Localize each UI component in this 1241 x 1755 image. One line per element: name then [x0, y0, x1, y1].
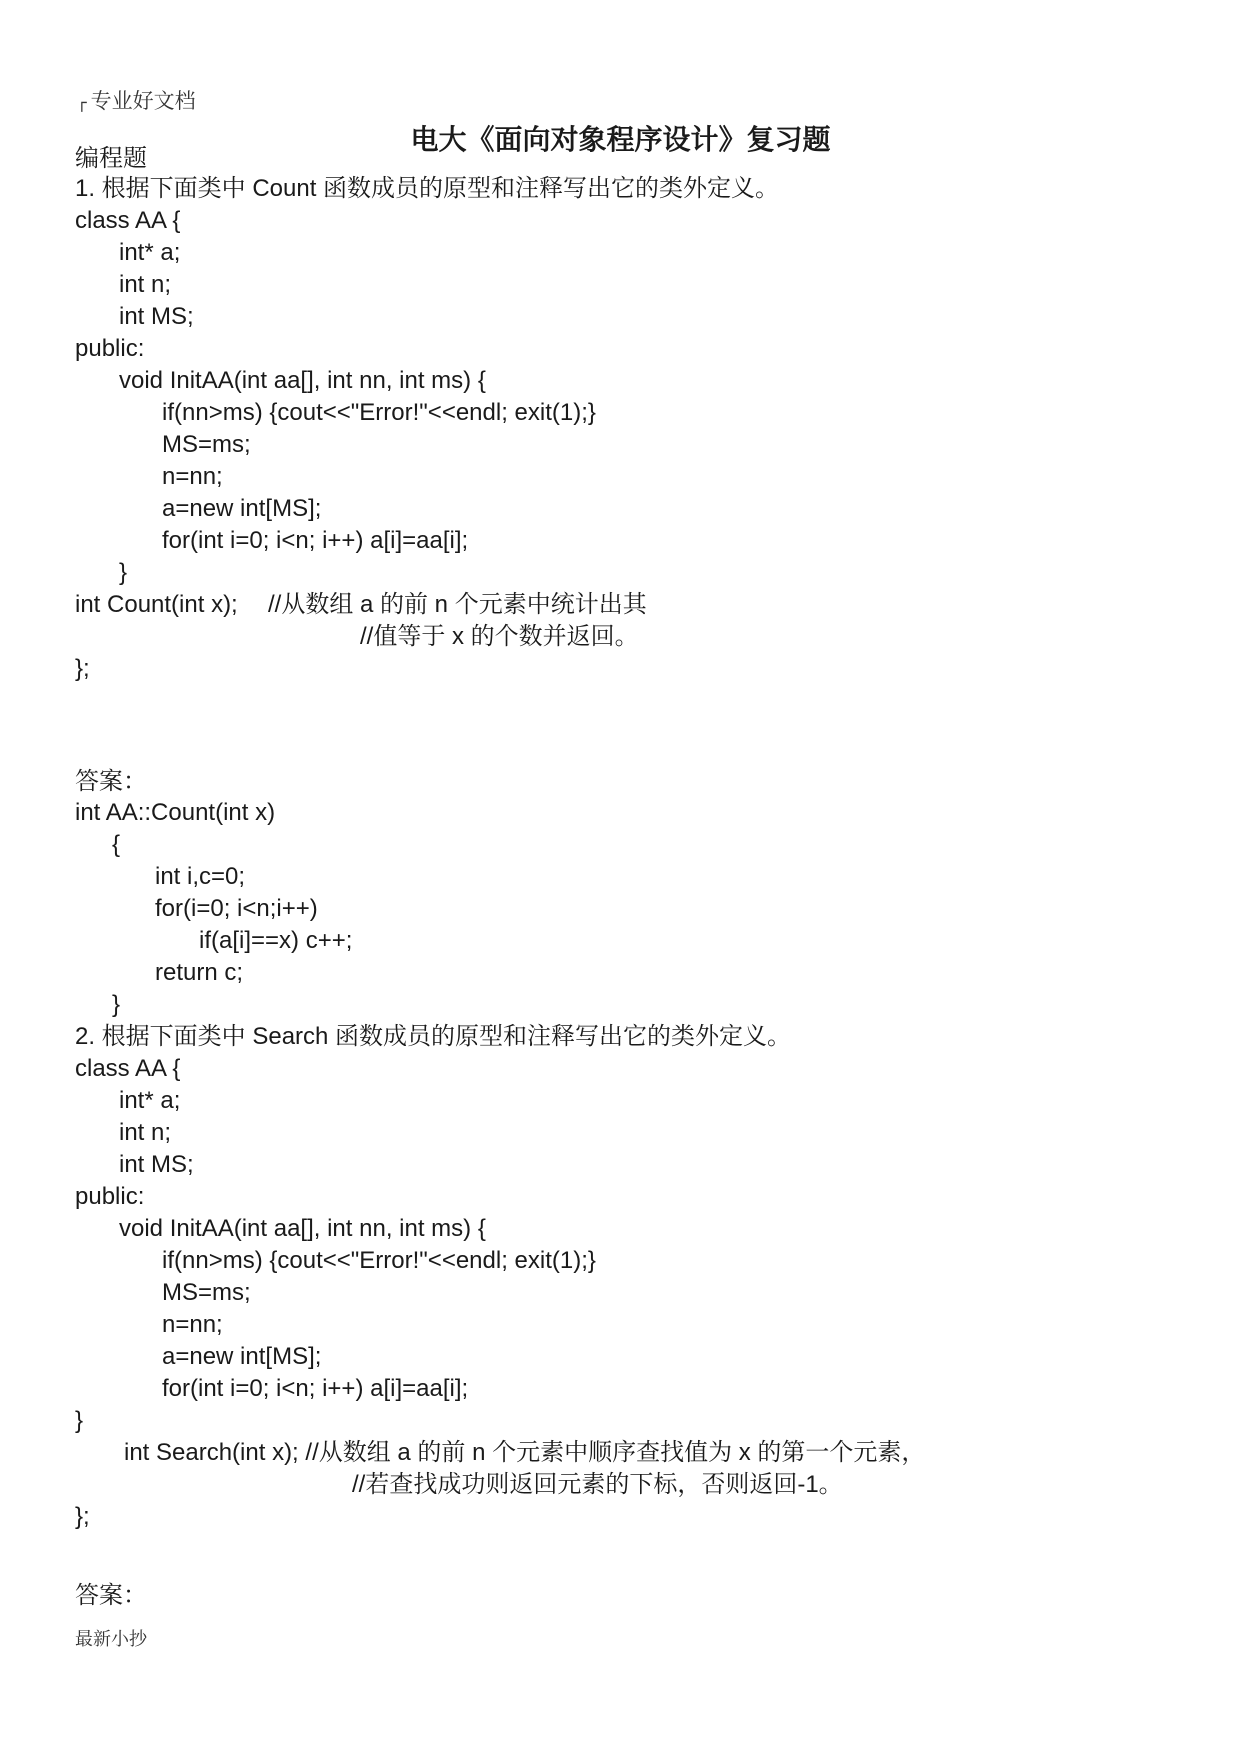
- q1-code-member-ms: int MS;: [119, 303, 194, 330]
- q2-code-member-n: int n;: [119, 1119, 172, 1146]
- q2-code-init-line-1: if(nn>ms) {cout<<"Error!"<<endl; exit(1);}: [162, 1247, 596, 1274]
- document-title: 电大《面向对象程序设计》复习题: [410, 123, 831, 156]
- q2-code-member-ms: int MS;: [119, 1151, 194, 1178]
- header-label: 专业好文档: [90, 89, 196, 113]
- q1-code-init-line-3: n=nn;: [162, 463, 223, 490]
- q2-code-init-signature: void InitAA(int aa[], int nn, int ms) {: [119, 1215, 486, 1242]
- q1-code-init-signature: void InitAA(int aa[], int nn, int ms) {: [119, 367, 486, 394]
- q2-code-init-line-5: for(int i=0; i<n; i++) a[i]=aa[i];: [162, 1375, 469, 1402]
- q1-code-member-n: int n;: [119, 271, 172, 298]
- section-heading: 编程题: [75, 144, 147, 172]
- q1-answer-line-4: for(i=0; i<n;i++): [155, 895, 318, 922]
- q2-code-init-close: }: [75, 1407, 84, 1434]
- q1-code-init-line-4: a=new int[MS];: [162, 495, 322, 522]
- q1-answer-line-2: {: [112, 831, 121, 858]
- q2-code-comment-2: //若查找成功则返回元素的下标，否则返回-1。: [352, 1471, 843, 1498]
- corner-mark-icon: ┌: [77, 93, 87, 112]
- q2-answer-label: 答案：: [75, 1581, 147, 1609]
- q1-answer-line-6: return c;: [155, 959, 244, 986]
- q1-answer-label: 答案：: [75, 767, 147, 795]
- q1-code-class-open: class AA {: [75, 207, 181, 234]
- q2-prompt: 2. 根据下面类中 Search 函数成员的原型和注释写出它的类外定义。: [75, 1023, 792, 1050]
- q1-prompt: 1. 根据下面类中 Count 函数成员的原型和注释写出它的类外定义。: [75, 175, 780, 202]
- footer-note: 最新小抄: [75, 1629, 147, 1650]
- q2-code-search-prototype: int Search(int x); //从数组 a 的前 n 个元素中顺序查找值为 x 的第一个元素，: [124, 1439, 926, 1466]
- q1-answer-line-1: int AA::Count(int x): [75, 799, 276, 826]
- q1-code-init-line-2: MS=ms;: [162, 431, 251, 458]
- q2-code-class-open: class AA {: [75, 1055, 181, 1082]
- q2-code-member-a: int* a;: [119, 1087, 181, 1114]
- q2-code-init-line-4: a=new int[MS];: [162, 1343, 322, 1370]
- q1-code-count-prototype: int Count(int x);: [75, 591, 238, 618]
- q1-code-init-line-5: for(int i=0; i<n; i++) a[i]=aa[i];: [162, 527, 469, 554]
- header-note: [77, 88, 196, 116]
- q1-code-comment-1: //从数组 a 的前 n 个元素中统计出其: [268, 591, 647, 618]
- q1-code-member-a: int* a;: [119, 239, 181, 266]
- q2-code-init-line-3: n=nn;: [162, 1311, 223, 1338]
- q2-code-public: public:: [75, 1183, 145, 1210]
- q1-code-public: public:: [75, 335, 145, 362]
- q1-code-init-line-1: if(nn>ms) {cout<<"Error!"<<endl; exit(1);}: [162, 399, 596, 426]
- q1-code-comment-2: //值等于 x 的个数并返回。: [360, 623, 639, 650]
- q1-answer-line-3: int i,c=0;: [155, 863, 246, 890]
- q2-code-class-close: };: [75, 1503, 90, 1530]
- q1-answer-line-7: }: [112, 991, 121, 1018]
- q1-code-init-close: }: [119, 559, 128, 586]
- q1-answer-line-5: if(a[i]==x) c++;: [199, 927, 353, 954]
- q2-code-init-line-2: MS=ms;: [162, 1279, 251, 1306]
- q1-code-class-close: };: [75, 655, 90, 682]
